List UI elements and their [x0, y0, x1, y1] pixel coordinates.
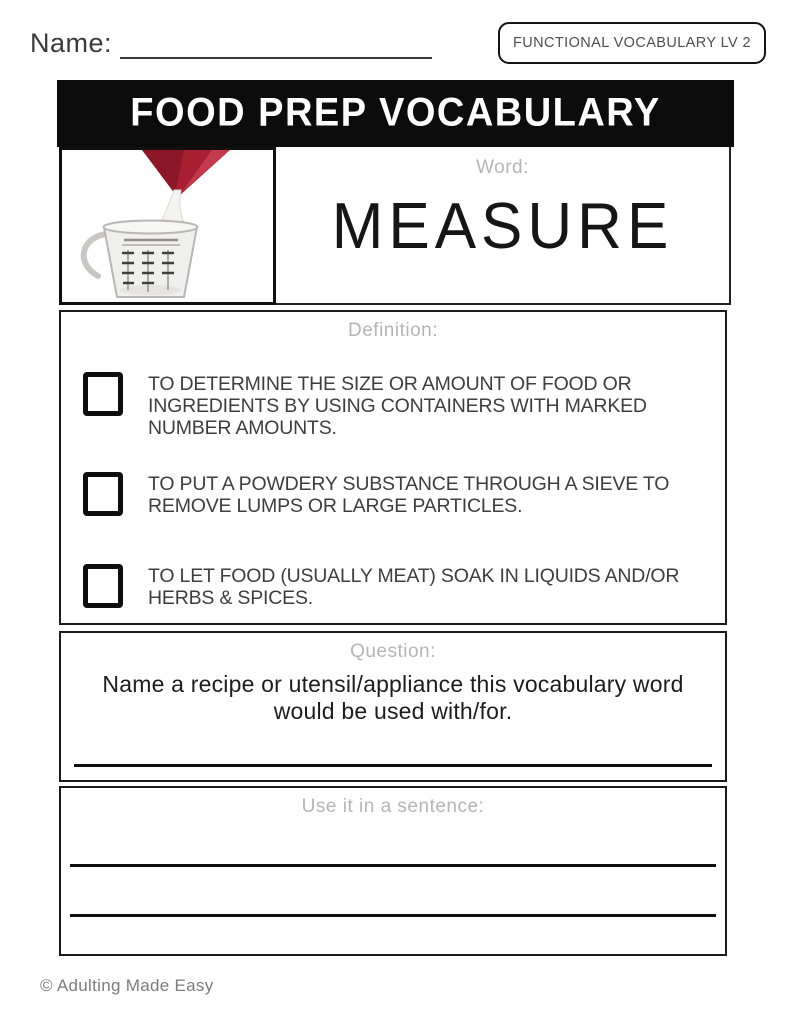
sentence-label: Use it in a sentence:: [301, 796, 485, 817]
definition-section: [59, 310, 727, 625]
name-write-in-line[interactable]: [120, 35, 432, 59]
question-label: Question:: [350, 641, 436, 662]
page-title: FOOD PREP VOCABULARY: [130, 90, 661, 136]
question-text: Name a recipe or utensil/appliance this vocabulary word would be used with/for.: [102, 671, 684, 724]
sentence-write-in-line-2[interactable]: [70, 914, 716, 917]
definition-option-1: [83, 372, 680, 439]
measuring-cup-image: [62, 150, 273, 302]
worksheet-header: [57, 80, 734, 147]
definition-checkbox-3[interactable]: [83, 564, 123, 608]
definition-checkbox-1[interactable]: [83, 372, 123, 416]
level-badge: [498, 22, 766, 64]
sentence-write-in-line-1[interactable]: [70, 864, 716, 867]
question-answer-line[interactable]: [74, 764, 712, 767]
vocabulary-image-cell: [59, 147, 276, 305]
definition-option-2: [83, 472, 680, 517]
vocabulary-word: MEASURE: [331, 190, 674, 263]
word-row: [59, 147, 731, 305]
definition-option-3-text: TO LET FOOD (USUALLY MEAT) SOAK IN LIQUIDS AND/OR HERBS & SPICES.: [148, 565, 680, 609]
copyright-footer: © Adulting Made Easy: [40, 976, 214, 995]
word-label: Word:: [476, 157, 529, 178]
name-label: Name:: [30, 28, 113, 58]
level-badge-text: FUNCTIONAL VOCABULARY LV 2: [513, 35, 751, 51]
question-section: [59, 631, 727, 782]
word-cell: [276, 147, 731, 305]
name-row: [30, 28, 432, 59]
sentence-section: [59, 786, 727, 956]
definition-label: Definition:: [348, 320, 438, 341]
definition-option-3: [83, 564, 680, 609]
definition-checkbox-2[interactable]: [83, 472, 123, 516]
definition-option-2-text: TO PUT A POWDERY SUBSTANCE THROUGH A SIEVE TO REMOVE LUMPS OR LARGE PARTICLES.: [148, 473, 670, 517]
definition-option-1-text: TO DETERMINE THE SIZE OR AMOUNT OF FOOD OR INGREDIENTS BY USING CONTAINERS WITH MARKED NUMBER AMOUNTS.: [148, 373, 647, 439]
